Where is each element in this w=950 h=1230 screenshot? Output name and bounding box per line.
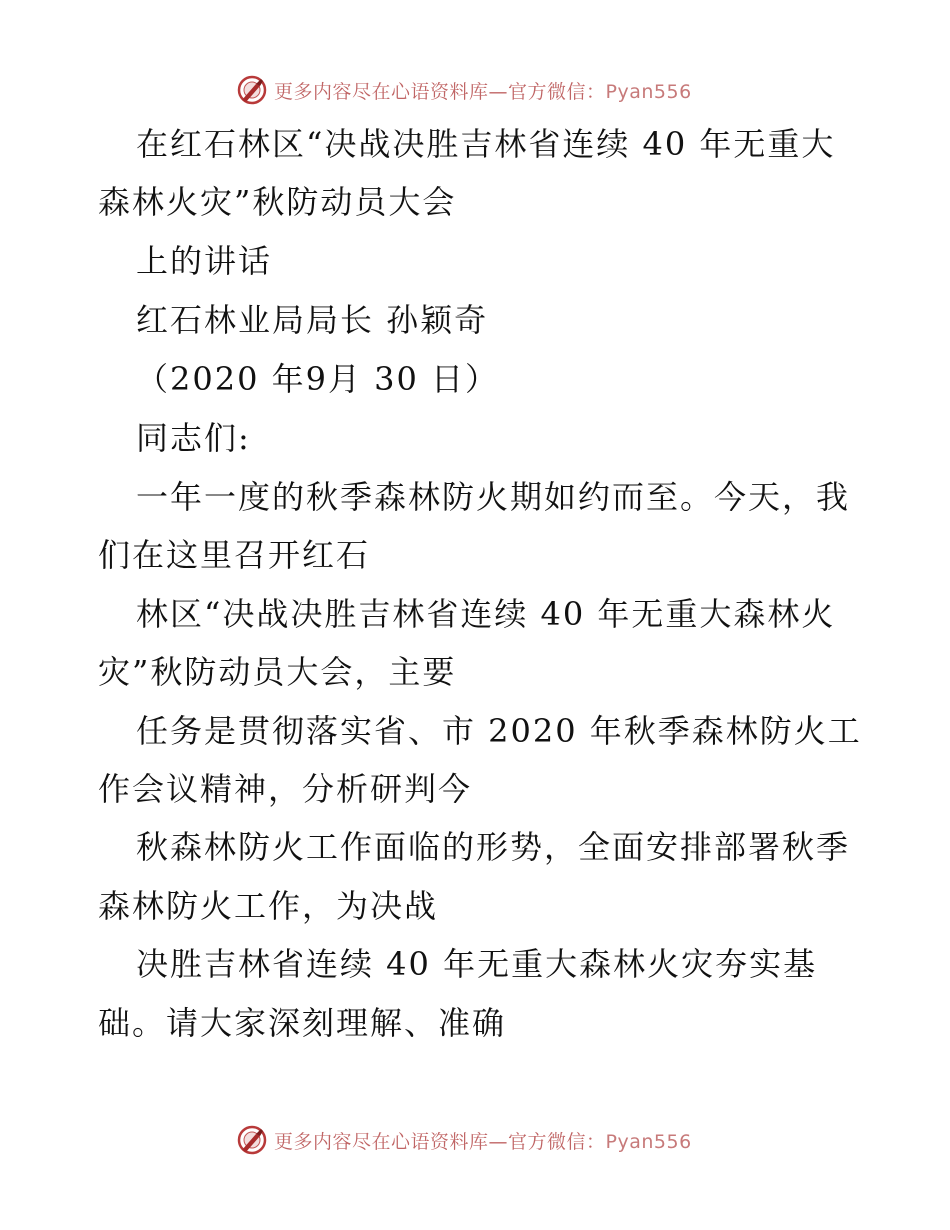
speaker-line: 红石林业局局长 孙颖奇 <box>136 301 489 339</box>
title-line-1: 在红石林区“决战决胜吉林省连续 40 年无重大 <box>136 125 836 163</box>
header-watermark <box>236 72 692 108</box>
paragraph-line: 森林防火工作，为决战 <box>98 887 439 925</box>
watermark-text: 更多内容尽在心语资料库—官方微信：Pyan556 <box>274 80 692 103</box>
paragraph-line: 们在这里召开红石 <box>98 536 371 574</box>
footer-watermark <box>236 1122 692 1158</box>
paragraph-line: 任务是贯彻落实省、市 2020 年秋季森林防火工 <box>136 712 862 750</box>
pen-seal-logo-icon <box>236 74 268 106</box>
paragraph-line: 决胜吉林省连续 40 年无重大森林火灾夯实基 <box>136 945 818 983</box>
paragraph-line: 础。请大家深刻理解、准确 <box>98 1004 507 1042</box>
salutation-line: 同志们: <box>136 419 251 457</box>
title-line-2: 森林火灾”秋防动员大会 <box>98 183 457 221</box>
watermark-text: 更多内容尽在心语资料库—官方微信：Pyan556 <box>274 1130 692 1153</box>
paragraph-line: 秋森林防火工作面临的形势，全面安排部署秋季 <box>136 828 851 866</box>
title-line-3: 上的讲话 <box>136 242 273 280</box>
paragraph-line: 一年一度的秋季森林防火期如约而至。今天，我 <box>136 478 851 516</box>
paragraph-line: 灾”秋防动员大会，主要 <box>98 653 457 691</box>
paragraph-line: 作会议精神，分析研判今 <box>98 770 473 808</box>
date-line: （2020 年9月 30 日） <box>136 360 500 398</box>
paragraph-line: 林区“决战决胜吉林省连续 40 年无重大森林火 <box>136 595 836 633</box>
pen-seal-logo-icon <box>236 1124 268 1156</box>
